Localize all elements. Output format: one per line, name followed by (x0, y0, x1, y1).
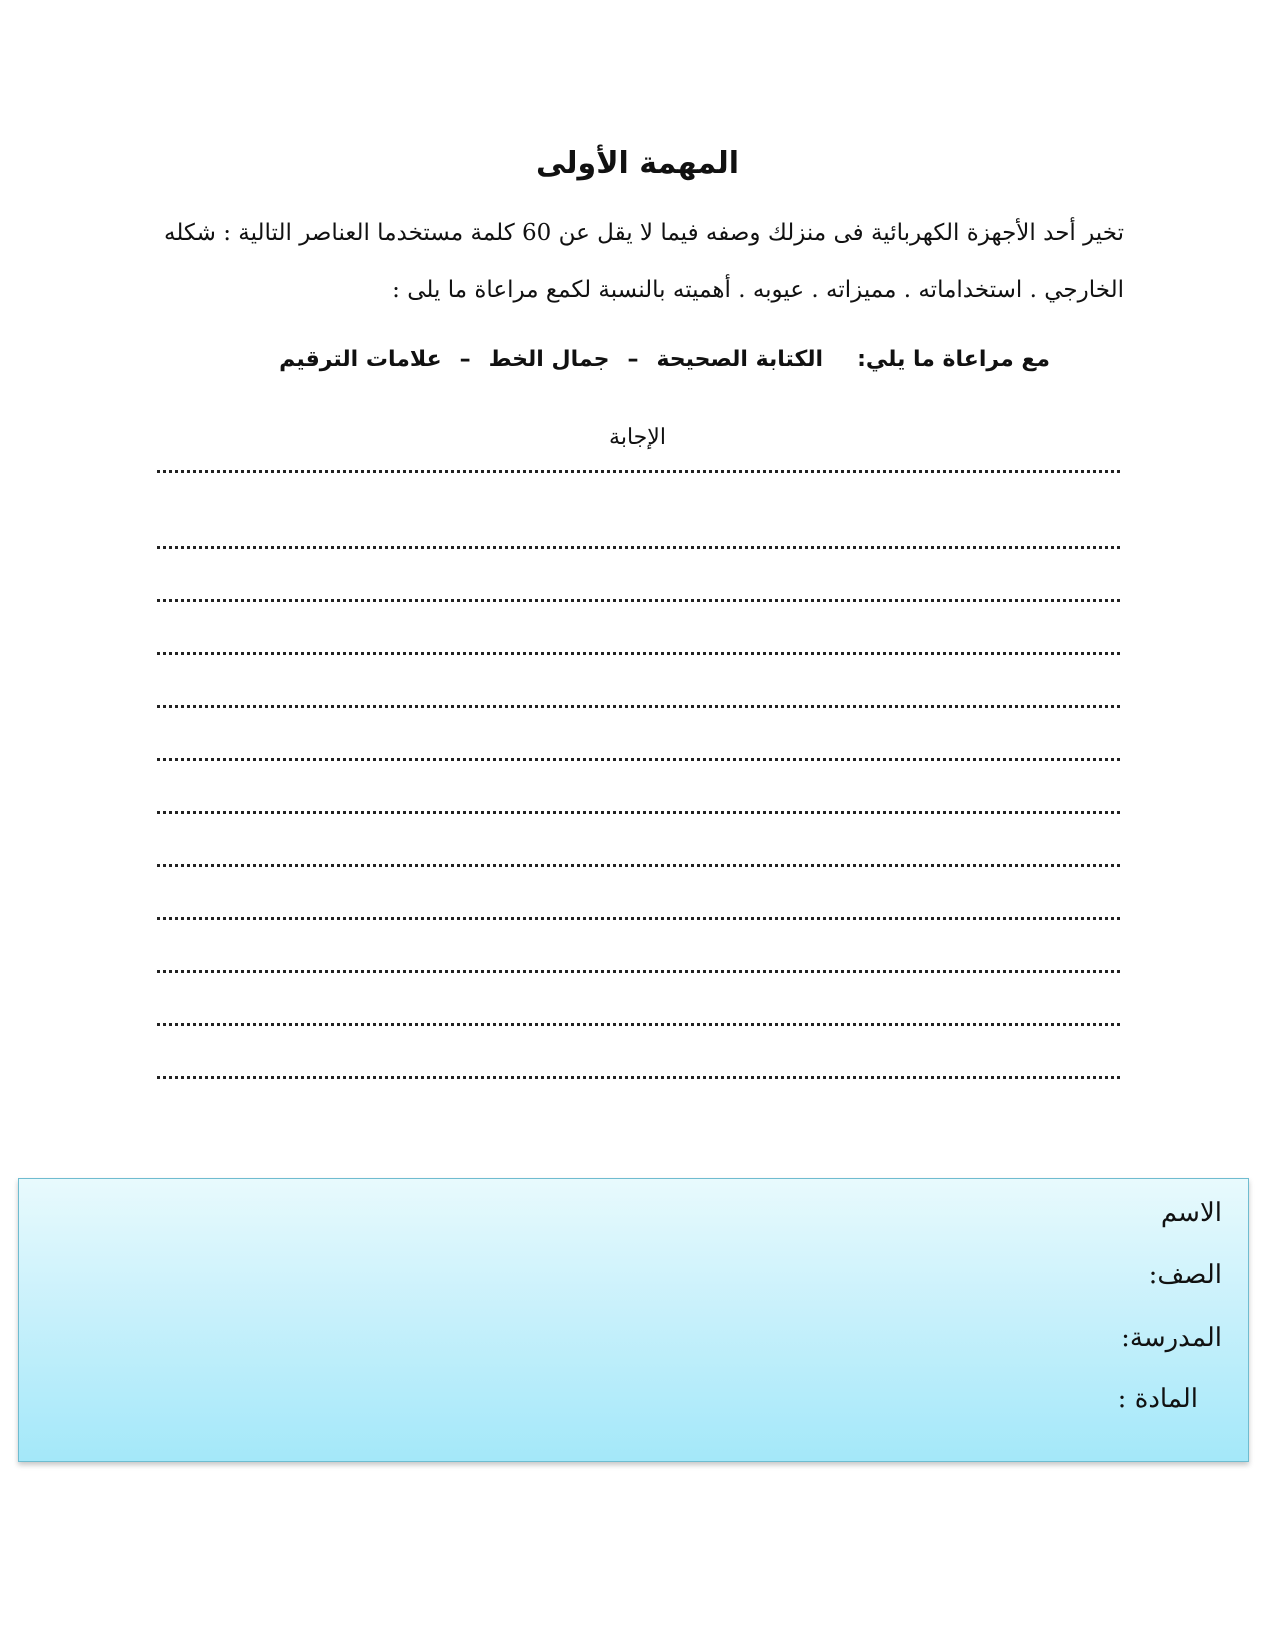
answer-line[interactable] (157, 652, 1120, 655)
answer-line[interactable] (157, 599, 1120, 602)
answer-line[interactable] (157, 1023, 1120, 1026)
answer-line[interactable] (157, 1076, 1120, 1079)
answer-line[interactable] (157, 470, 1120, 473)
answer-line[interactable] (157, 705, 1120, 708)
criteria-item-punctuation: علامات الترقيم (279, 347, 442, 372)
student-info-box (18, 1178, 1249, 1462)
answer-line[interactable] (157, 970, 1120, 973)
student-school-field[interactable]: المدرسة: (1121, 1323, 1222, 1353)
writing-criteria (279, 340, 1050, 380)
criteria-item-handwriting: جمال الخط (488, 347, 610, 372)
criteria-item-correct-writing: الكتابة الصحيحة (656, 347, 824, 372)
student-subject-field[interactable]: المادة : (1117, 1384, 1198, 1414)
answer-label: الإجابة (609, 425, 666, 450)
student-name-field[interactable]: الاسم (1160, 1198, 1222, 1228)
instruction-line-1: تخير أحد الأجهزة الكهربائية فى منزلك وصفه فيما لا يقل عن 60 كلمة مستخدما العناصر التالية : شكله (163, 220, 1124, 246)
criteria-intro: مع مراعاة ما يلي: (857, 347, 1050, 372)
criteria-separator: – (459, 347, 471, 372)
answer-line[interactable] (157, 917, 1120, 920)
page-title: المهمة الأولى (535, 146, 740, 182)
task-instruction (163, 205, 1124, 319)
criteria-separator: – (627, 347, 639, 372)
answer-line[interactable] (157, 546, 1120, 549)
answer-line[interactable] (157, 811, 1120, 814)
instruction-line-2: الخارجي . استخداماته . مميزاته . عيوبه . أهميته بالنسبة لكمع مراعاة ما يلى : (392, 277, 1124, 303)
answer-line[interactable] (157, 758, 1120, 761)
student-class-field[interactable]: الصف: (1148, 1260, 1222, 1290)
answer-line[interactable] (157, 864, 1120, 867)
